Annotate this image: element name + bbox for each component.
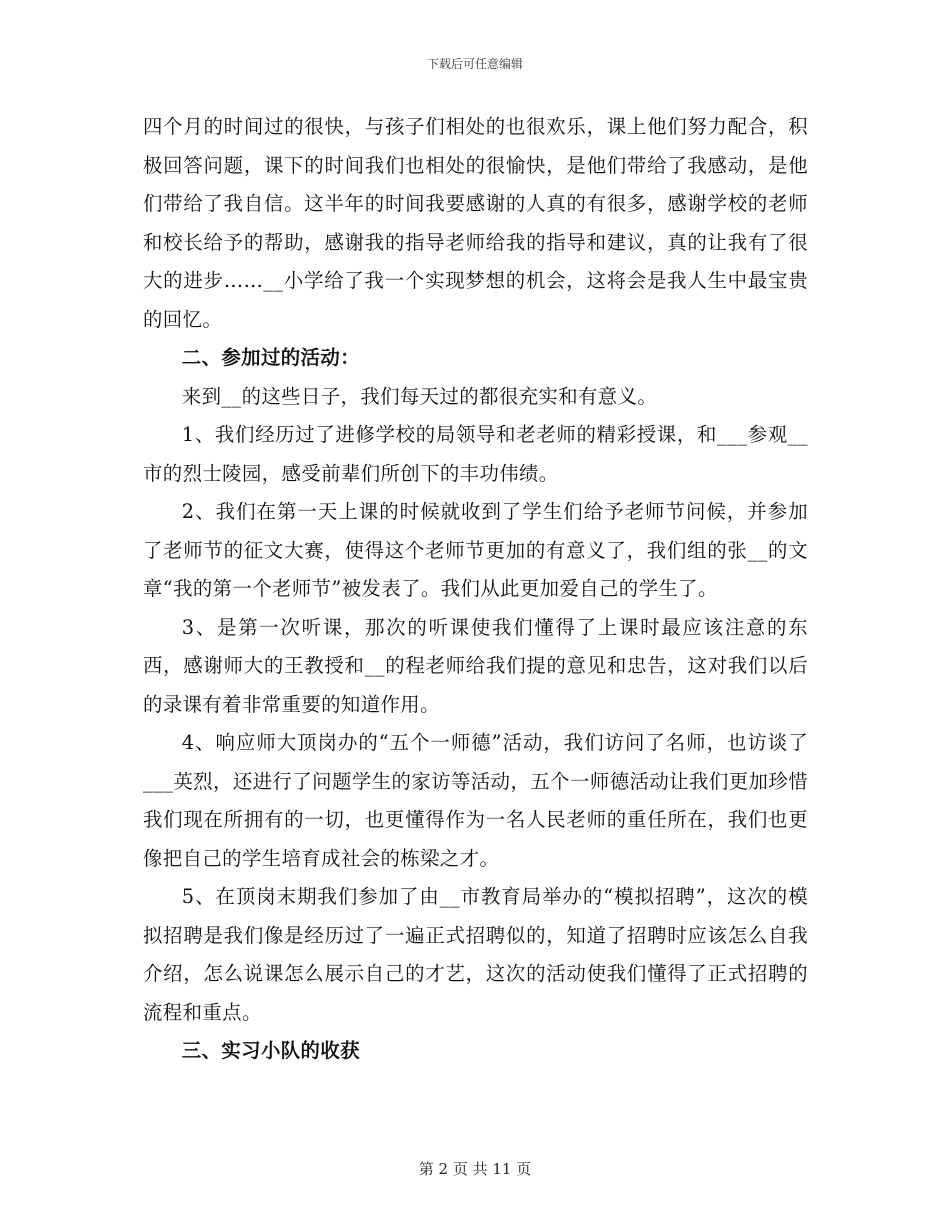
page-header: 下载后可任意编辑	[426, 57, 523, 71]
paragraph-5: 3、是第一次听课，那次的听课使我们懂得了上课时最应该注意的东西，感谢师大的王教授和__的程老师给我们提的意见和忠告，这对我们以后的录课有着非常重要的知道作用。	[143, 615, 808, 716]
paragraph-6: 4、响应师大顶岗办的“五个一师德”活动，我们访问了名师，也访谈了___英烈，还进行了问题学生的家访等活动，五个一师德活动让我们更加珍惜我们现在所拥有的一切，也更懂得作为一名人民老师的重任所在，我们也更像把自己的学生培育成社会的栋梁之才。	[143, 731, 808, 870]
section-heading-gains: 三、实习小队的收获	[181, 1039, 360, 1062]
paragraph-3: 1、我们经历过了进修学校的局领导和老老师的精彩授课，和___参观__市的烈士陵园，感受前辈们所创下的丰功伟绩。	[143, 423, 808, 485]
paragraph-4: 2、我们在第一天上课的时候就收到了学生们给予老师节问候，并参加了老师节的征文大赛，使得这个老师节更加的有意义了，我们组的张__的文章“我的第一个老师节”被发表了。我们从此更加爱自己的学生了。	[143, 500, 808, 600]
section-heading-activities: 二、参加过的活动：	[181, 346, 360, 369]
paragraph-1: 四个月的时间过的很快，与孩子们相处的也很欢乐，课上他们努力配合，积极回答问题，课下的时间我们也相处的很愉快，是他们带给了我感动，是他们带给了我自信。这半年的时间我要感谢的人真的有很多，感谢学校的老师和校长给予的帮助，感谢我的指导老师给我的指导和建议，真的让我有了很大的进步……__小学给了我一个实现梦想的机会，这将会是我人生中最宝贵的回忆。	[143, 115, 808, 331]
page-footer: 第 2 页 共 11 页	[418, 1160, 532, 1178]
paragraph-7: 5、在顶岗末期我们参加了由__市教育局举办的“模拟招聘”，这次的模拟招聘是我们像是经历过了一遍正式招聘似的，知道了招聘时应该怎么自我介绍，怎么说课怎么展示自己的才艺，这次的活动使我们懂得了正式招聘的流程和重点。	[143, 885, 808, 1024]
paragraph-2: 来到__的这些日子，我们每天过的都很充实和有意义。	[181, 384, 658, 408]
document-body	[143, 108, 808, 1071]
